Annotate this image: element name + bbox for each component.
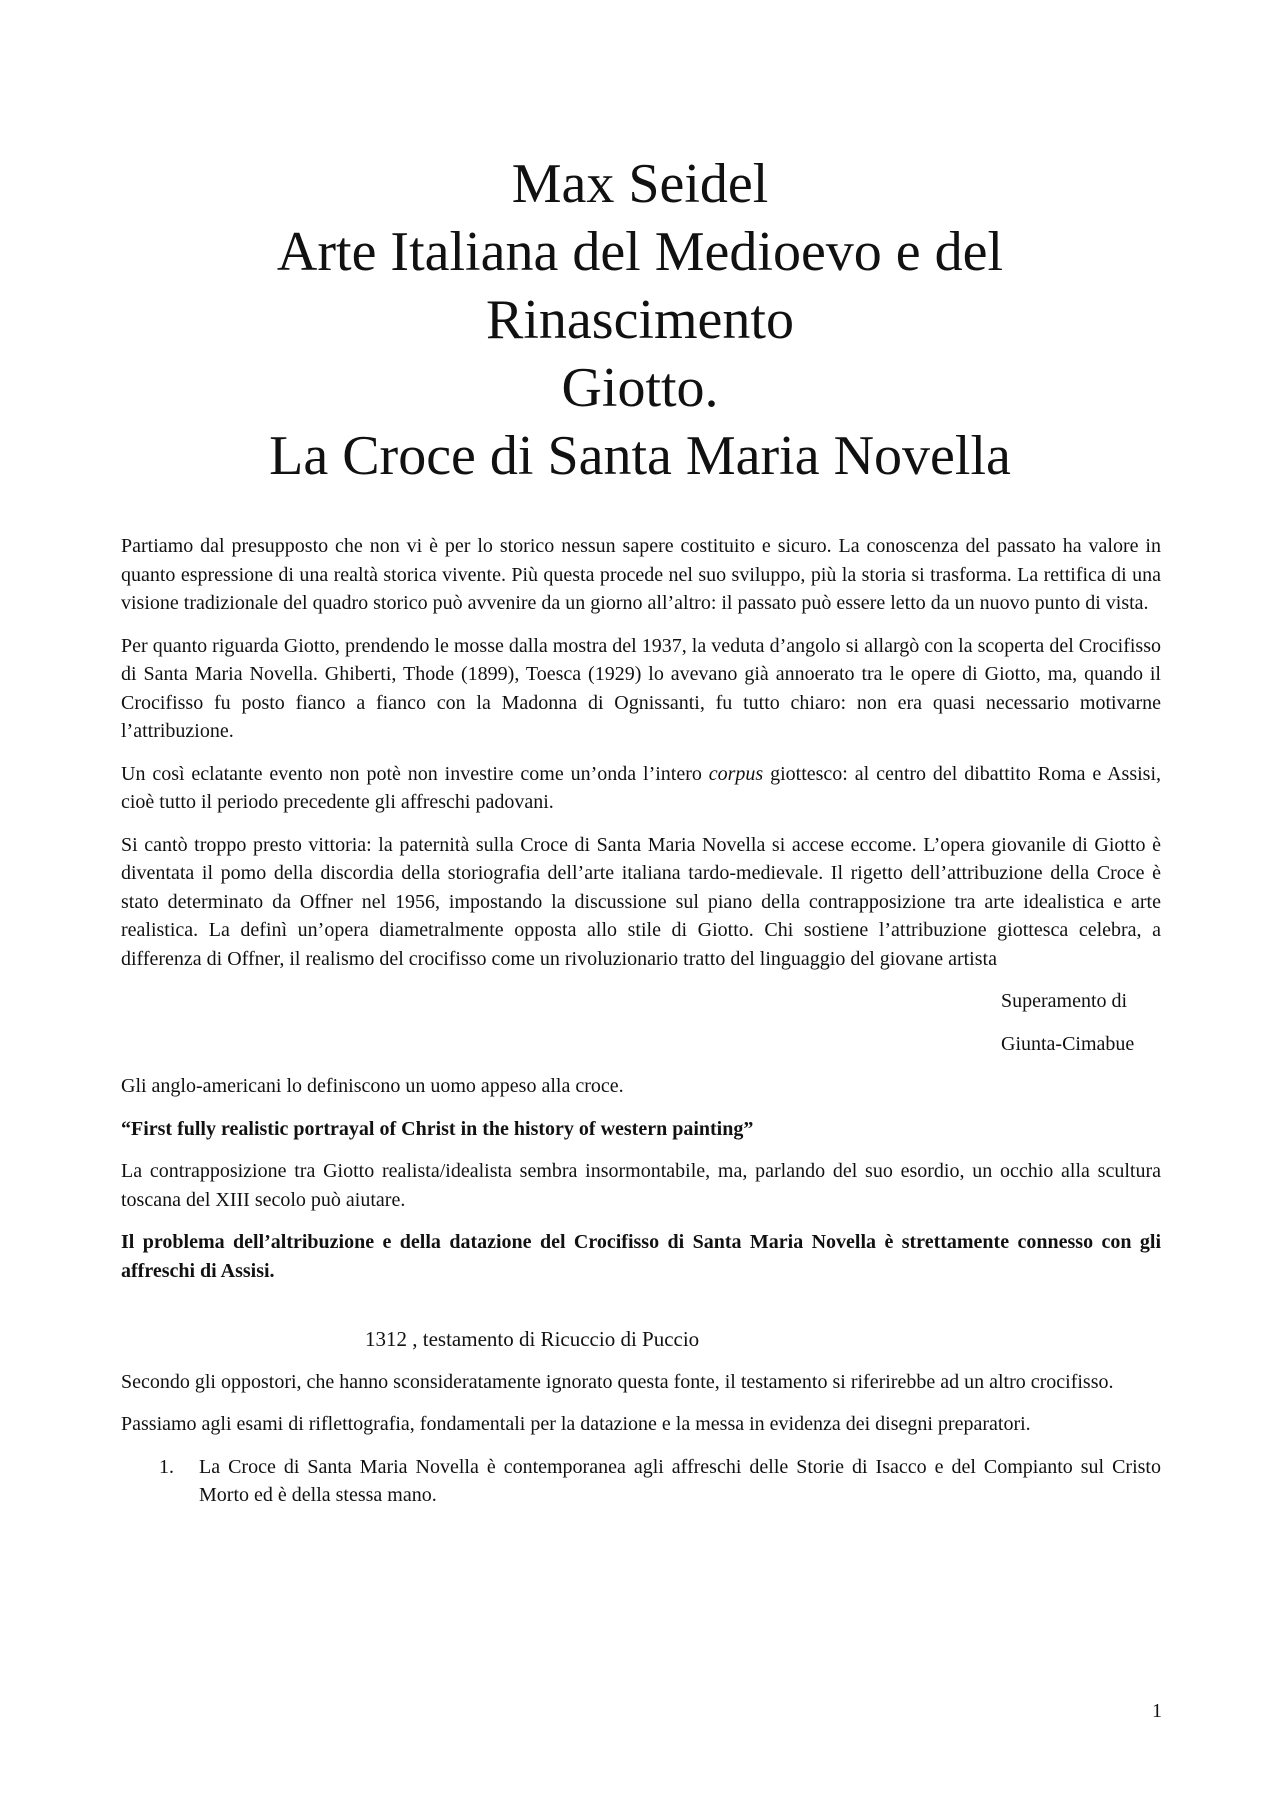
page-number: 1 <box>1152 1700 1162 1722</box>
numbered-list <box>121 1453 1161 1510</box>
paragraph-corpus <box>121 760 1161 817</box>
paragraph-reflectography: Passiamo agli esami di riflettografia, fondamentali per la datazione e la messa in evidenza dei disegni preparatori. <box>121 1413 1031 1435</box>
paragraph-realist-idealist: La contrapposizione tra Giotto realista/idealista sembra insormontabile, ma, parlando del suo esordio, un occhio alla scultura toscana del XIII secolo può aiutare. <box>121 1160 1161 1211</box>
paragraph-offner: Si cantò troppo presto vittoria: la paternità sulla Croce di Santa Maria Novella si accese eccome. L’opera giovanile di Giotto è diventata il pomo della discordia della storiografia dell’arte italiana tardo-medievale. Il rigetto dell’attribuzione della Croce è stato determinato da Offner nel 1956, impostando la discussione sul piano della contrapposizione tra arte idealistica e arte realistica. La definì un’opera diametralmente opposta allo stile di Giotto. Chi sostiene l’attribuzione giottesca celebra, a differenza di Offner, il realismo del crocifisso come un rivoluzionario tratto del linguaggio del giovane artista <box>121 833 1161 970</box>
title-topic: La Croce di Santa Maria Novella <box>269 425 1011 487</box>
heading-1312-testament: 1312 , testamento di Ricuccio di Puccio <box>365 1327 700 1351</box>
list-item <box>121 1453 1161 1510</box>
list-item-text: La Croce di Santa Maria Novella è contemporanea agli affreschi delle Storie di Isacco e del Compianto sul Cristo Morto ed è della stessa mano. <box>199 1455 1161 1506</box>
paragraph-anglo-americans: Gli anglo-americani lo definiscono un uomo appeso alla croce. <box>121 1075 624 1097</box>
paragraph-intro: Partiamo dal presupposto che non vi è per lo storico nessun sapere costituito e sicuro. La conoscenza del passato ha valore in quanto espressione di una realtà storica vivente. Più questa procede nel suo sviluppo, più la storia si trasforma. La rettifica di una visione tradizionale del quadro storico può avvenire da un giorno all’altro: il passato può essere letto da un nuovo punto di vista. <box>121 535 1161 614</box>
paragraph-corpus-end: giottesco: al centro del dibattito Roma e Assisi, cioè tutto il periodo precedente gli affreschi padovani. <box>121 762 1161 813</box>
title-course-line-1: Arte Italiana del Medioevo e del <box>276 221 1004 283</box>
margin-note-line-1: Superamento di <box>1001 990 1128 1012</box>
bold-quote: “First fully realistic portrayal of Christ in the history of western painting” <box>121 1117 754 1140</box>
paragraph-corpus-start: Un così eclatante evento non potè non investire come un’onda l’intero <box>121 762 709 785</box>
margin-note-line-2: Giunta-Cimabue <box>1001 1032 1135 1055</box>
paragraph-giotto-1937: Per quanto riguarda Giotto, prendendo le mosse dalla mostra del 1937, la veduta d’angolo si allargò con la scoperta del Crocifisso di Santa Maria Novella. Ghiberti, Thode (1899), Toesca (1929) lo avevano già annoerato tra le opere di Giotto, ma, quando il Crocifisso fu posto fianco a fianco con la Madonna di Ognissanti, fu tutto chiaro: non era quasi necessario motivarne l’attribuzione. <box>121 634 1161 742</box>
title-subject: Giotto. <box>561 357 719 419</box>
paragraph-opponents: Secondo gli oppostori, che hanno sconsideratamente ignorato questa fonte, il testamento si riferirebbe ad un altro crocifisso. <box>121 1370 1114 1393</box>
title-course-line-2: Rinascimento <box>486 289 794 351</box>
title-author: Max Seidel <box>511 153 769 215</box>
paragraph-attribution-problem: Il problema dell’altribuzione e della datazione del Crocifisso di Santa Maria Novella è strettamente connesso con gli affreschi di Assisi. <box>121 1231 1161 1282</box>
paragraph-corpus-italic: corpus <box>708 762 764 785</box>
document-title <box>120 150 1160 490</box>
list-item-number: 1. <box>159 1455 174 1478</box>
document-body <box>121 532 1161 1510</box>
